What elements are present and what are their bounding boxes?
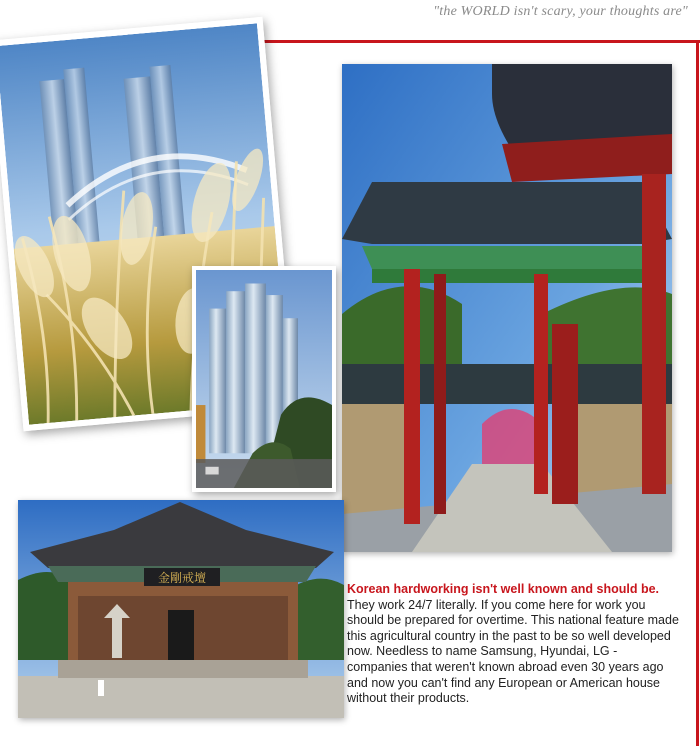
temple-gate-photo [342,64,672,552]
article-headline: Korean hardworking isn't well known and should be. [347,582,660,596]
article-body: They work 24/7 literally. If you come here for work you should be prepared for overtime. This national feature made this agricultural country in the past to be so well developed now. Needless to name Samsung, Hyundai, LG - companies that weren't known abroad even 30 years ago and now you can't find any European or American house without their products. [347,597,679,706]
skyscraper-photo [192,266,336,492]
temple-hall-photo [18,500,344,718]
article-caption [347,582,681,707]
temple-sign: 金剛戒壇 [157,571,207,585]
header-quote: "the WORLD isn't scary, your thoughts are" [433,4,688,19]
right-red-rule [696,40,699,746]
